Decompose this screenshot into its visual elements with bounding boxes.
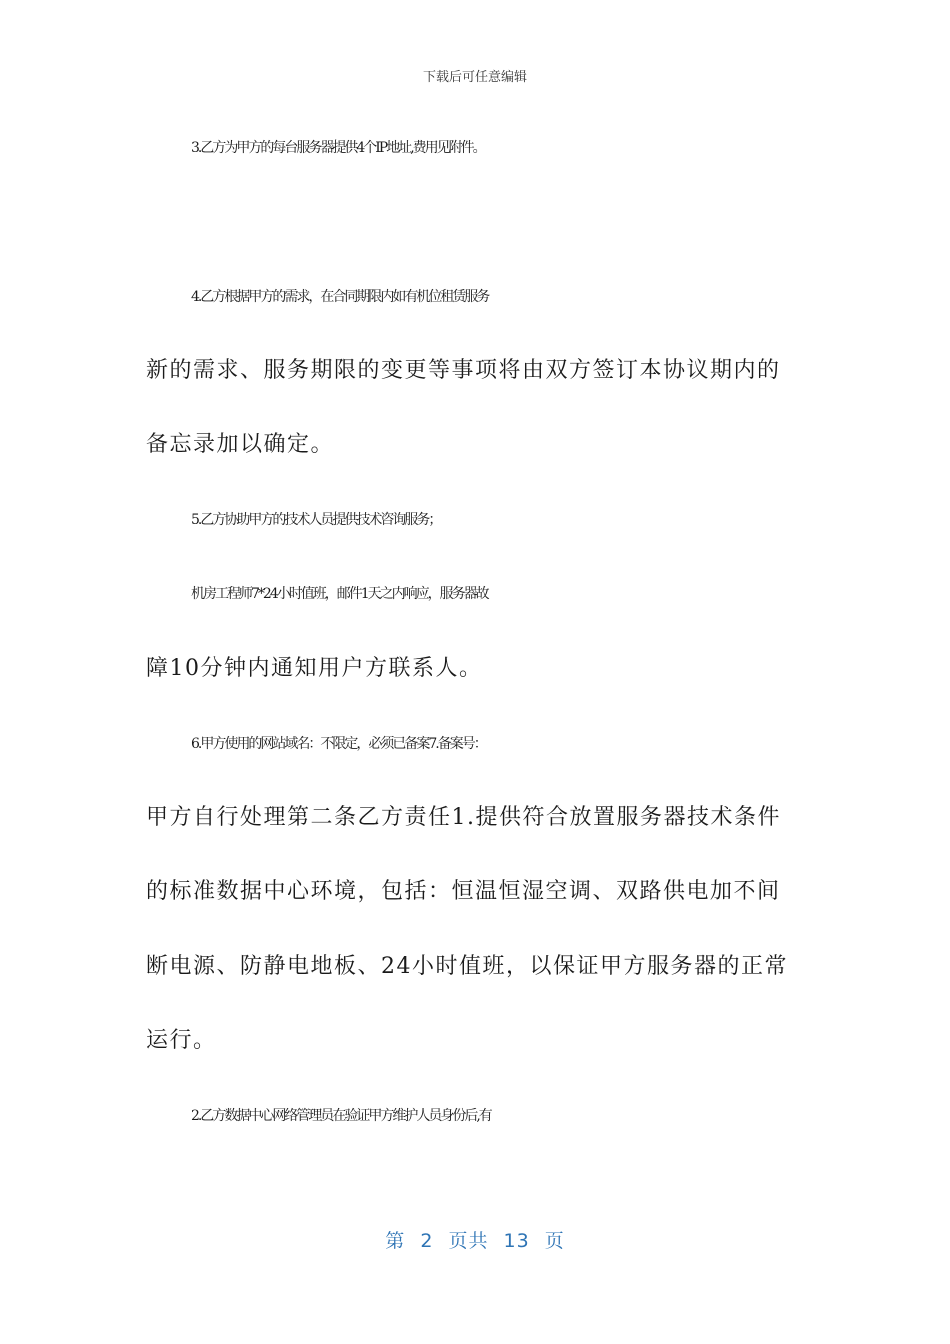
paragraph-line: 备忘录加以确定。	[146, 432, 335, 457]
paragraph-line: 机房工程师7*24小时值班，邮件1天之内响应，服务器故	[191, 586, 488, 602]
paragraph-line: 3.乙方为甲方的每台服务器提供4个IP地址,费用见附件。	[191, 140, 485, 156]
paragraph-line: 运行。	[146, 1028, 217, 1053]
paragraph-line: 障10分钟内通知用户方联系人。	[146, 656, 483, 681]
paragraph-line: 甲方自行处理第二条乙方责任1.提供符合放置服务器技术条件	[146, 805, 781, 830]
paragraph-line: 4.乙方根据甲方的需求，在合同期限内如有机位租赁服务	[191, 289, 489, 305]
paragraph-line: 5.乙方协助甲方的技术人员提供技术咨询服务；	[191, 512, 441, 528]
paragraph-line: 的标准数据中心环境，包括：恒温恒湿空调、双路供电加不间	[146, 879, 781, 904]
paragraph-line: 2.乙方数据中心网络管理员在验证甲方维护人员身份后,有	[191, 1108, 491, 1124]
paragraph-line: 6.甲方使用的网站域名：不限定，必须已备案7.备案号：	[191, 736, 486, 752]
paragraph-line: 新的需求、服务期限的变更等事项将由双方签订本协议期内的	[146, 358, 781, 383]
page-number-footer: 第 2 页共 13 页	[385, 1230, 565, 1252]
paragraph-line: 断电源、防静电地板、24小时值班，以保证甲方服务器的正常	[146, 954, 788, 979]
page-header: 下载后可任意编辑	[422, 70, 527, 85]
